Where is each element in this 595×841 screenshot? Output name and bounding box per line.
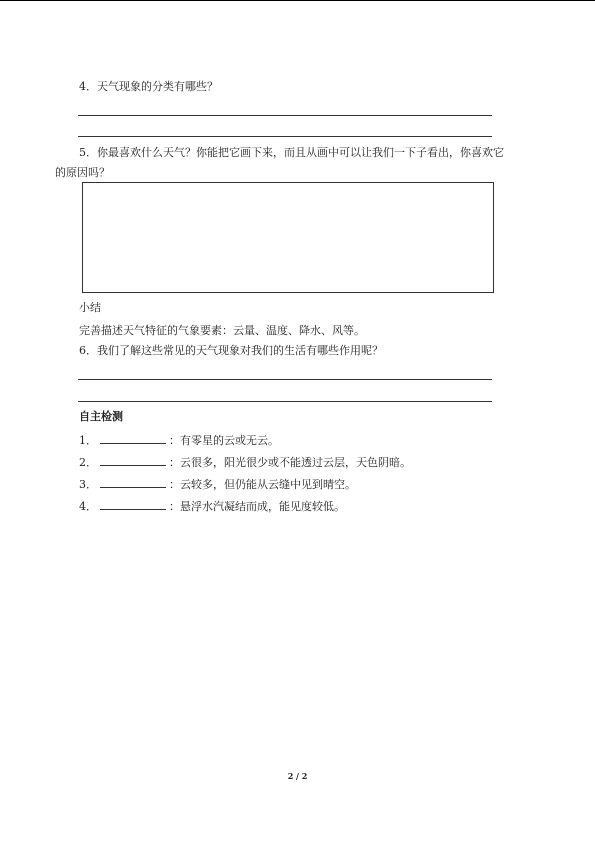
self-check-item-4 xyxy=(79,499,345,514)
fill-in-blank[interactable] xyxy=(100,499,166,510)
answer-line-q6-1[interactable] xyxy=(78,379,492,380)
summary-text: 完善描述天气特征的气象要素：云量、温度、降水、风等。 xyxy=(79,324,365,337)
answer-line-q4-1[interactable] xyxy=(78,115,492,116)
self-check-item-2 xyxy=(79,455,411,470)
self-check-item-3 xyxy=(79,477,356,492)
item-number: 2． xyxy=(79,456,97,469)
fill-in-blank[interactable] xyxy=(100,477,166,488)
answer-line-q6-2[interactable] xyxy=(78,401,492,402)
drawing-box[interactable] xyxy=(82,182,494,293)
question-5-line1: 5．你最喜欢什么天气？你能把它画下来，而且从画中可以让我们一下子看出，你喜欢它 xyxy=(79,146,504,159)
item-text: ：云很多，阳光很少或不能透过云层，天色阴暗。 xyxy=(169,456,411,469)
fill-in-blank[interactable] xyxy=(100,455,166,466)
item-number: 3． xyxy=(79,478,97,491)
item-text: ：云较多，但仍能从云缝中见到晴空。 xyxy=(169,478,356,491)
item-text: ：悬浮水汽凝结而成，能见度较低。 xyxy=(169,500,345,513)
summary-heading: 小结 xyxy=(79,301,101,314)
item-text: ：有零星的云或无云。 xyxy=(169,434,279,447)
page-number: 2 / 2 xyxy=(287,771,308,781)
page-top-border xyxy=(0,0,595,1)
answer-line-q4-2[interactable] xyxy=(78,136,492,137)
question-4: 4．天气现象的分类有哪些？ xyxy=(79,80,218,93)
question-6: 6．我们了解这些常见的天气现象对我们的生活有哪些作用呢？ xyxy=(79,344,383,357)
question-5-line2: 的原因吗？ xyxy=(55,166,110,179)
item-number: 4． xyxy=(79,500,97,513)
self-check-heading: 自主检测 xyxy=(79,410,123,423)
fill-in-blank[interactable] xyxy=(100,433,166,444)
self-check-item-1 xyxy=(79,433,279,448)
item-number: 1． xyxy=(79,434,97,447)
